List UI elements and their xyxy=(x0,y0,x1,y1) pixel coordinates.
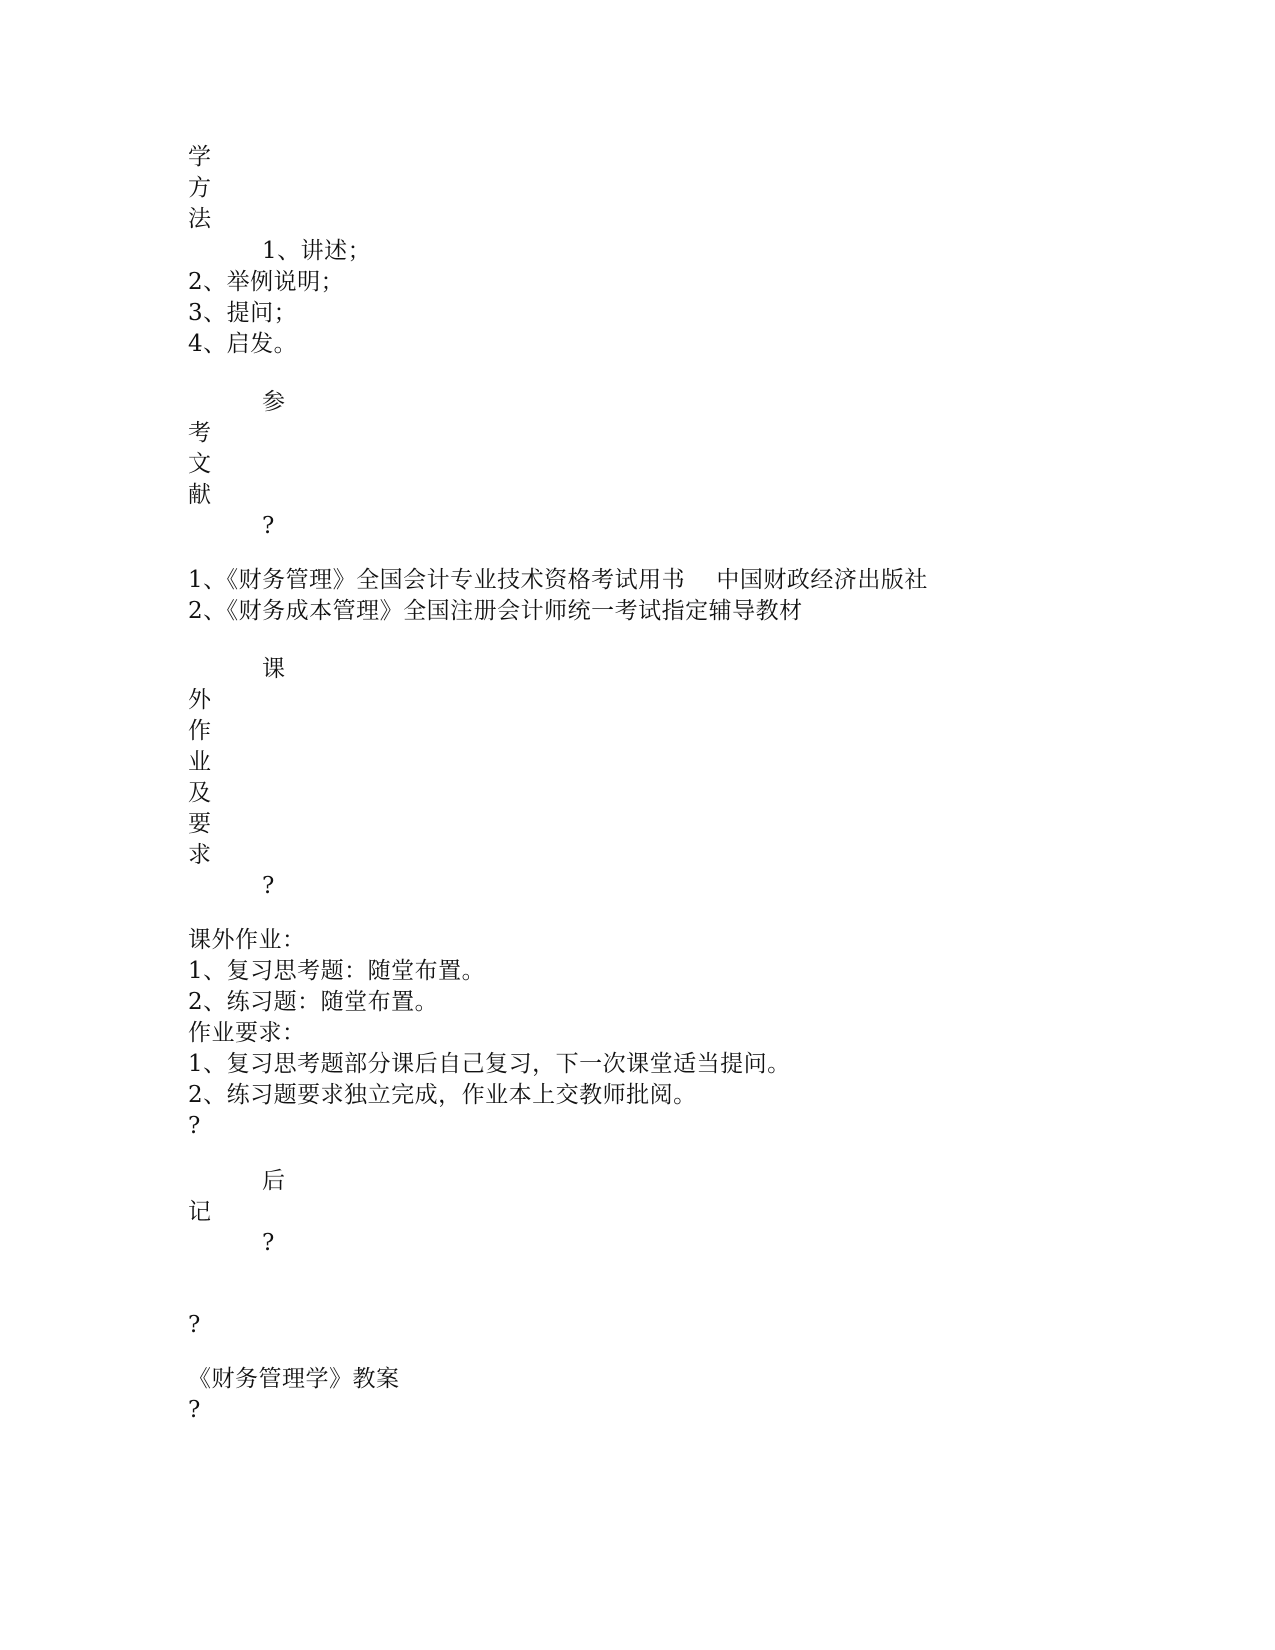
homework-heading-char-1: 课 xyxy=(262,656,286,682)
homework-trailing-mark: ? xyxy=(188,1113,201,1139)
homework-heading-char-3: 作 xyxy=(188,718,212,744)
homework-heading-char-6: 要 xyxy=(188,811,212,837)
requirement-title: 作业要求： xyxy=(188,1020,306,1046)
postscript-heading-char-2: 记 xyxy=(188,1199,212,1225)
postscript-placeholder: ? xyxy=(262,1230,275,1256)
footer-mark-2: ? xyxy=(188,1397,201,1423)
references-heading-char-4: 献 xyxy=(188,482,212,508)
homework-heading-char-4: 业 xyxy=(188,749,212,775)
method-item-4: 4、启发。 xyxy=(188,331,298,357)
method-heading-char-2: 方 xyxy=(188,175,212,201)
method-item-3: 3、提问； xyxy=(188,300,298,326)
footer-mark-1: ? xyxy=(188,1312,201,1338)
footer-title: 《财务管理学》教案 xyxy=(188,1366,400,1392)
method-item-2: 2、举例说明； xyxy=(188,269,345,295)
references-heading-char-3: 文 xyxy=(188,451,212,477)
assignment-item-1: 1、复习思考题：随堂布置。 xyxy=(188,958,486,984)
assignment-item-2: 2、练习题：随堂布置。 xyxy=(188,989,439,1015)
assignment-title: 课外作业： xyxy=(188,927,306,953)
requirement-item-1: 1、复习思考题部分课后自己复习，下一次课堂适当提问。 xyxy=(188,1051,791,1077)
homework-heading-char-5: 及 xyxy=(188,780,212,806)
method-heading-char-1: 学 xyxy=(188,144,212,170)
requirement-item-2: 2、练习题要求独立完成，作业本上交教师批阅。 xyxy=(188,1082,697,1108)
homework-placeholder: ? xyxy=(262,873,275,899)
postscript-heading-char-1: 后 xyxy=(262,1168,286,1194)
homework-heading-char-2: 外 xyxy=(188,687,212,713)
references-placeholder: ? xyxy=(262,513,275,539)
method-heading-char-3: 法 xyxy=(188,206,212,232)
reference-item-1: 1、《财务管理》全国会计专业技术资格考试用书 中国财政经济出版社 xyxy=(188,567,928,593)
references-heading-char-2: 考 xyxy=(188,420,212,446)
homework-heading-char-7: 求 xyxy=(188,842,212,868)
references-heading-char-1: 参 xyxy=(262,389,286,415)
method-item-1: 1、讲述； xyxy=(262,238,372,264)
reference-item-2: 2、《财务成本管理》全国注册会计师统一考试指定辅导教材 xyxy=(188,598,803,624)
